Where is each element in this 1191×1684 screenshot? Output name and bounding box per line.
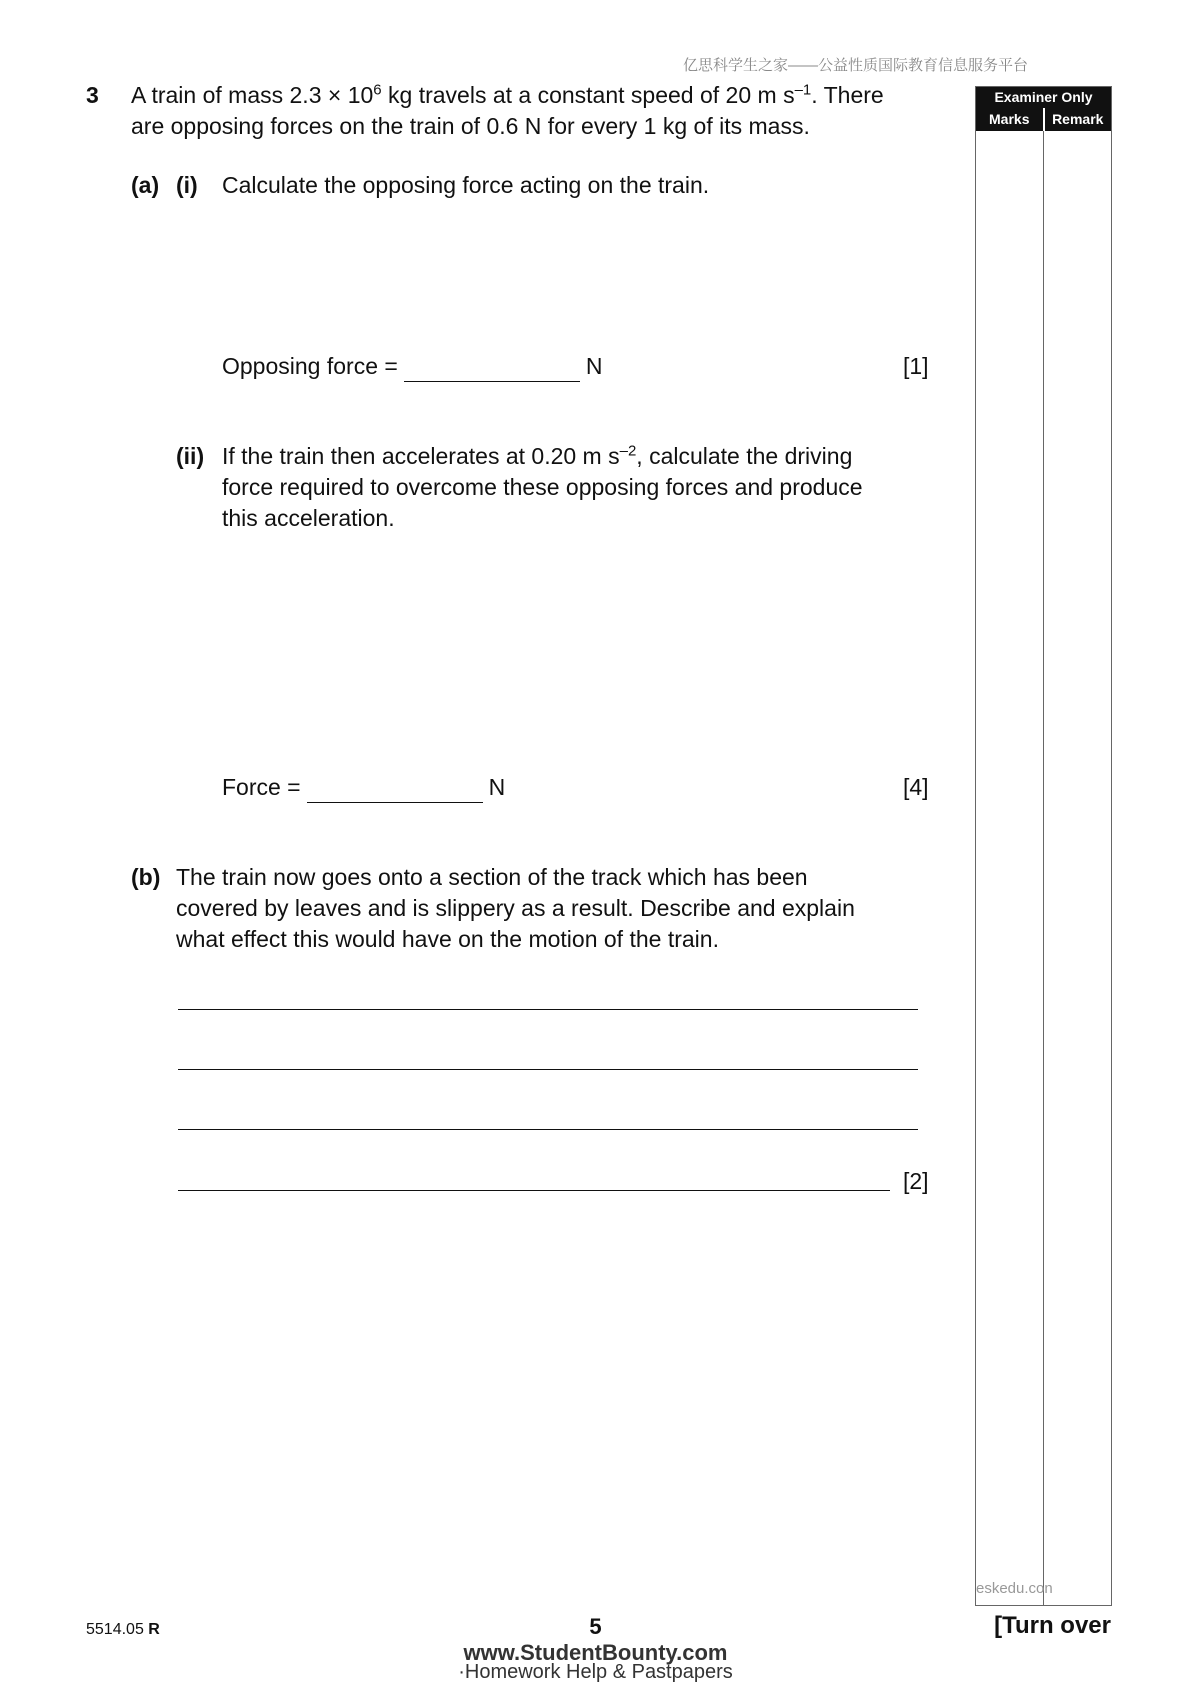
intro-exponent: –1 — [794, 81, 812, 99]
answer-unit: N — [585, 353, 603, 379]
part-a-i-marks: [1] — [903, 353, 929, 379]
part-b-marks: [2] — [903, 1168, 929, 1194]
part-a-ii-text-segment: , calculate the driving — [636, 443, 853, 469]
question-number: 3 — [86, 82, 99, 108]
part-a-i-label: (i) — [176, 172, 198, 198]
intro-text: kg travels at a constant speed of 20 m s — [381, 82, 795, 108]
part-a-ii-answer — [222, 772, 505, 803]
part-a-ii-line1 — [222, 441, 922, 472]
answer-label: Opposing force = — [222, 353, 398, 379]
part-a-ii-text-segment: If the train then accelerates at 0.20 m s — [222, 443, 620, 469]
question-intro-line2: are opposing forces on the train of 0.6 N for every 1 kg of its mass. — [131, 113, 810, 139]
part-b-line1: The train now goes onto a section of the track which has been — [176, 864, 808, 890]
part-a-ii-line3: this acceleration. — [222, 505, 395, 531]
intro-exponent: 6 — [373, 81, 382, 99]
examiner-box — [975, 86, 1112, 1606]
part-a-ii-label: (ii) — [176, 443, 205, 469]
footer-code-number: 5514.05 — [86, 1621, 144, 1638]
part-a-ii-line2: force required to overcome these opposing forces and produce — [222, 474, 863, 500]
part-b-line3: what effect this would have on the motion of the train. — [176, 926, 719, 952]
intro-text: A train of mass 2.3 × 10 — [131, 82, 374, 108]
answer-line[interactable] — [178, 1009, 918, 1010]
answer-line[interactable] — [178, 1190, 890, 1191]
question-intro — [131, 80, 931, 142]
column-divider — [1043, 131, 1044, 1605]
examiner-box-columns — [976, 108, 1111, 131]
answer-blank[interactable] — [307, 778, 483, 803]
examiner-box-title: Examiner Only — [976, 87, 1111, 108]
part-a-label: (a) — [131, 172, 160, 198]
header-watermark: 亿思科学生之家——公益性质国际教育信息服务平台 — [683, 57, 1029, 74]
turn-over: [Turn over — [994, 1612, 1111, 1639]
part-a-ii-marks: [4] — [903, 774, 929, 800]
part-a-ii-text — [222, 441, 922, 534]
marks-column-header: Marks — [976, 108, 1043, 131]
part-b-text — [176, 862, 916, 955]
intro-text: . There — [811, 82, 884, 108]
answer-blank[interactable] — [404, 357, 580, 382]
box-watermark: eskedu.con — [976, 1580, 1053, 1597]
footer-site-tagline: ·Homework Help & Pastpapers — [458, 1661, 733, 1683]
answer-label: Force = — [222, 774, 301, 800]
part-b-line2: covered by leaves and is slippery as a result. Describe and explain — [176, 895, 855, 921]
question-intro-line1 — [131, 80, 931, 111]
part-a-ii-exponent: –2 — [619, 442, 637, 460]
page-number: 5 — [589, 1614, 602, 1639]
footer-site: www.StudentBounty.com — [463, 1640, 728, 1665]
answer-line[interactable] — [178, 1129, 918, 1130]
footer-code-suffix: R — [148, 1621, 160, 1638]
part-a-i-text: Calculate the opposing force acting on the train. — [222, 172, 710, 198]
answer-unit: N — [488, 774, 506, 800]
part-a-i-answer — [222, 351, 602, 382]
remark-column-header: Remark — [1043, 108, 1112, 131]
answer-line[interactable] — [178, 1069, 918, 1070]
part-b-label: (b) — [131, 864, 161, 890]
